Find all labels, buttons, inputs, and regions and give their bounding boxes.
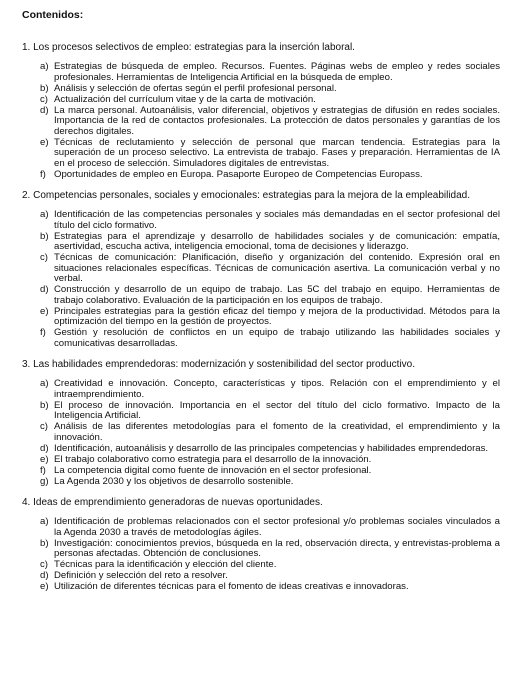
item-text: Técnicas de reclutamiento y selección de personal que marcan tendencia. Estrategias para la superación de un proceso selectivo. La entrevista de trabajo. Fases y preparación. Herramientas de IA en el proceso de selección. Simuladores digitales de entrevistas. bbox=[54, 136, 500, 169]
item-letter: a) bbox=[40, 516, 49, 527]
item-letter: d) bbox=[40, 442, 49, 454]
list-item bbox=[22, 328, 500, 349]
item-letter: b) bbox=[40, 82, 49, 94]
item-text: Principales estrategias para la gestión eficaz del tiempo y mejora de la productividad. Métodos para la optimización del tiempo en la gestión de proyectos. bbox=[54, 305, 500, 327]
item-letter: c) bbox=[40, 421, 48, 432]
item-letter: f) bbox=[40, 327, 46, 338]
section-title: 2. Competencias personales, sociales y emocionales: estrategias para la mejora de la empleabilidad. bbox=[22, 190, 471, 201]
item-letter: e) bbox=[40, 453, 49, 465]
item-text: Análisis de las diferentes metodologías para el fomento de la creatividad, el emprendimiento y la innovación. bbox=[54, 421, 500, 443]
list-item bbox=[22, 138, 500, 170]
document-heading: Contenidos: bbox=[22, 9, 84, 21]
item-text: Identificación de problemas relacionados con el sector profesional y/o problemas sociales vinculados a la Agenda 2030 a través de metodologías ágiles. bbox=[54, 516, 500, 538]
item-text: Estrategias para el aprendizaje y desarrollo de habilidades sociales y de comunicación: empatía, asertividad, escucha activa, inteligencia emocional, toma de decisiones y liderazgo. bbox=[54, 230, 500, 252]
list-item bbox=[22, 170, 500, 181]
item-text: El trabajo colaborativo como estrategia para el desarrollo de la innovación. bbox=[54, 453, 372, 465]
section-title: 4. Ideas de emprendimiento generadoras de nuevas oportunidades. bbox=[22, 497, 323, 508]
item-letter: a) bbox=[40, 61, 49, 72]
item-text: Análisis y selección de ofertas según el perfil profesional personal. bbox=[54, 82, 337, 94]
list-item bbox=[22, 582, 500, 593]
list-item bbox=[22, 307, 500, 328]
list-item bbox=[22, 84, 500, 95]
item-text: Técnicas de comunicación: Planificación, diseño y organización del contenido. Expresión oral en situaciones relacionales específicas. Técnicas de comunicación asertiva. La comunicación verbal y no verbal. bbox=[54, 252, 500, 284]
item-letter: b) bbox=[40, 399, 49, 411]
item-letter: a) bbox=[40, 209, 49, 220]
item-text: La marca personal. Autoanálisis, valor diferencial, objetivos y estrategias de difusión en redes sociales. Importancia de la red de contactos profesionales. La protección de datos personales y garantías de los derechos digitales. bbox=[54, 104, 500, 137]
item-text: Utilización de diferentes técnicas para el fomento de ideas creativas e innovadoras. bbox=[54, 581, 409, 592]
list-item bbox=[22, 379, 500, 400]
section-1 bbox=[22, 42, 500, 180]
item-letter: e) bbox=[40, 305, 49, 317]
section-items bbox=[22, 210, 500, 349]
list-item bbox=[22, 210, 500, 231]
list-item bbox=[22, 106, 500, 138]
list-item bbox=[22, 517, 500, 538]
item-text: Creatividad e innovación. Concepto, características y tipos. Relación con el emprendimiento y el intraemprendimiento. bbox=[54, 378, 500, 400]
item-letter: d) bbox=[40, 284, 49, 295]
section-title: 1. Los procesos selectivos de empleo: estrategias para la inserción laboral. bbox=[22, 42, 355, 53]
section-items bbox=[22, 379, 500, 487]
item-text: Definición y selección del reto a resolver. bbox=[54, 570, 228, 581]
list-item bbox=[22, 571, 500, 582]
item-text: Construcción y desarrollo de un equipo de trabajo. Las 5C del trabajo en equipo. Herramientas de trabajo colaborativo. Evaluación de la participación en los equipos de trabajo. bbox=[54, 284, 500, 306]
item-text: Actualización del currículum vitae y de la carta de motivación. bbox=[54, 93, 316, 105]
item-letter: d) bbox=[40, 570, 49, 581]
item-text: El proceso de innovación. Importancia en el sector del título del ciclo formativo. Impacto de la Inteligencia Artificial. bbox=[54, 399, 500, 421]
item-text: Estrategias de búsqueda de empleo. Recursos. Fuentes. Páginas webs de empleo y redes sociales profesionales. Herramientas de Inteligencia Artificial en la búsqueda de empleo. bbox=[54, 61, 500, 83]
item-letter: e) bbox=[40, 136, 49, 148]
item-letter: e) bbox=[40, 581, 49, 592]
list-item bbox=[22, 285, 500, 306]
item-text: Oportunidades de empleo en Europa. Pasaporte Europeo de Competencias Europass. bbox=[54, 168, 423, 180]
section-4 bbox=[22, 497, 500, 593]
item-letter: c) bbox=[40, 93, 48, 105]
list-item bbox=[22, 539, 500, 560]
item-text: La Agenda 2030 y los objetivos de desarrollo sostenible. bbox=[54, 475, 294, 487]
item-letter: g) bbox=[40, 475, 49, 487]
item-text: Investigación: conocimientos previos, búsqueda en la red, observación directa, y entrevistas-problema a personas afectadas. Obtención de conclusiones. bbox=[54, 537, 500, 559]
list-item bbox=[22, 95, 500, 106]
item-text: Gestión y resolución de conflictos en un equipo de trabajo utilizando las habilidades sociales y comunicativas desarrolladas. bbox=[54, 327, 500, 349]
item-letter: a) bbox=[40, 378, 49, 389]
item-letter: b) bbox=[40, 537, 49, 549]
list-item bbox=[22, 401, 500, 422]
section-3 bbox=[22, 359, 500, 487]
list-item bbox=[22, 422, 500, 443]
list-item bbox=[22, 560, 500, 571]
item-letter: b) bbox=[40, 230, 49, 242]
contents-list bbox=[22, 42, 500, 593]
list-item bbox=[22, 466, 500, 477]
item-text: La competencia digital como fuente de innovación en el sector profesional. bbox=[54, 464, 372, 476]
item-text: Identificación de las competencias personales y sociales más demandadas en el sector profesional del título del ciclo formativo. bbox=[54, 209, 500, 231]
item-letter: c) bbox=[40, 559, 48, 570]
list-item bbox=[22, 62, 500, 83]
item-letter: f) bbox=[40, 464, 46, 476]
section-items bbox=[22, 62, 500, 180]
list-item bbox=[22, 253, 500, 285]
section-2 bbox=[22, 190, 500, 349]
section-items bbox=[22, 517, 500, 593]
item-text: Identificación, autoanálisis y desarrollo de las principales competencias y habilidades emprendedoras. bbox=[54, 442, 489, 454]
item-letter: c) bbox=[40, 252, 48, 263]
list-item bbox=[22, 455, 500, 466]
item-letter: d) bbox=[40, 104, 49, 116]
section-title: 3. Las habilidades emprendedoras: modernización y sostenibilidad del sector productivo. bbox=[22, 359, 416, 370]
list-item bbox=[22, 477, 500, 488]
item-letter: f) bbox=[40, 168, 46, 180]
list-item bbox=[22, 444, 500, 455]
item-text: Técnicas para la identificación y elección del cliente. bbox=[54, 559, 277, 570]
list-item bbox=[22, 232, 500, 253]
